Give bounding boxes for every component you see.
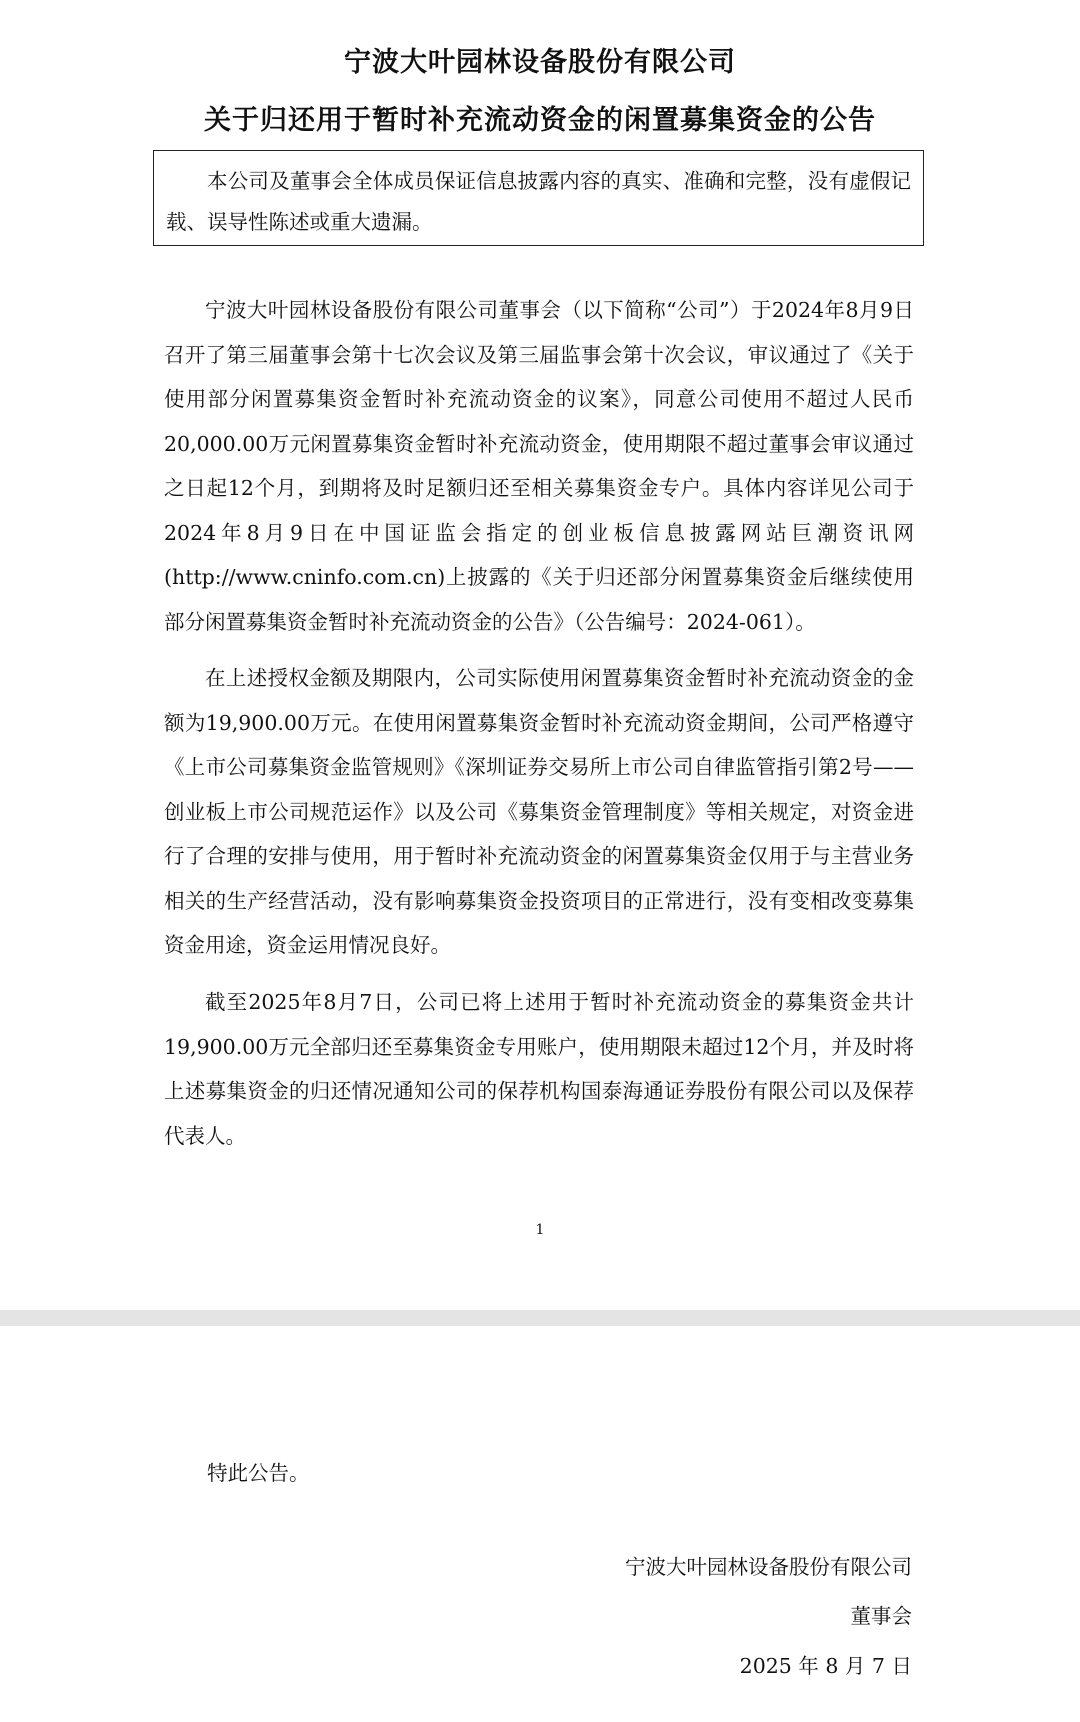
signature-board: 董事会 <box>850 1604 912 1628</box>
page-separator <box>0 1310 1080 1326</box>
disclosure-statement-box <box>153 150 924 246</box>
paragraph-text: 在上述授权金额及期限内，公司实际使用闲置募集资金暂时补充流动资金的金额为19,900.00万元。在使用闲置募集资金暂时补充流动资金期间，公司严格遵守《上市公司募集资金监管规则》《深圳证券交易所上市公司自律监管指引第2号——创业板上市公司规范运作》以及公司《募集资金管理制度》等相关规定，对资金进行了合理的安排与使用，用于暂时补充流动资金的闲置募集资金仅用于与主营业务相关的生产经营活动，没有影响募集资金投资项目的正常进行，没有变相改变募集资金用途，资金运用情况良好。 <box>164 666 914 957</box>
body-paragraph-1 <box>164 288 914 644</box>
signature-company: 宁波大叶园林设备股份有限公司 <box>625 1555 912 1579</box>
body-paragraph-3 <box>164 980 914 1158</box>
notice-title: 关于归还用于暂时补充流动资金的闲置募集资金的公告 <box>204 105 876 136</box>
page-number: 1 <box>535 1222 545 1238</box>
body-paragraph-2 <box>164 656 914 968</box>
paragraph-text: 截至2025年8月7日，公司已将上述用于暂时补充流动资金的募集资金共计19,900.00万元全部归还至募集资金专用账户，使用期限未超过12个月，并及时将上述募集资金的归还情况通知公司的保荐机构国泰海通证券股份有限公司以及保荐代表人。 <box>164 990 914 1148</box>
disclosure-statement-text: 本公司及董事会全体成员保证信息披露内容的真实、准确和完整，没有虚假记载、误导性陈述或重大遗漏。 <box>166 169 911 234</box>
signature-date: 2025 年 8 月 7 日 <box>739 1654 912 1678</box>
company-title: 宁波大叶园林设备股份有限公司 <box>344 47 736 78</box>
paragraph-text: 宁波大叶园林设备股份有限公司董事会（以下简称“公司”）于2024年8月9日召开了第三届董事会第十七次会议及第三届监事会第十次会议，审议通过了《关于使用部分闲置募集资金暂时补充流动资金的议案》，同意公司使用不超过人民币20,000.00万元闲置募集资金暂时补充流动资金，使用期限不超过董事会审议通过之日起12个月，到期将及时足额归还至相关募集资金专户。具体内容详见公司于2024年8月9日在中国证监会指定的创业板信息披露网站巨潮资讯网(http://www.cninfo.com.cn)上披露的《关于归还部分闲置募集资金后继续使用部分闲置募集资金暂时补充流动资金的公告》（公告编号：2024-061）。 <box>164 298 914 634</box>
closing-remark: 特此公告。 <box>207 1461 310 1485</box>
